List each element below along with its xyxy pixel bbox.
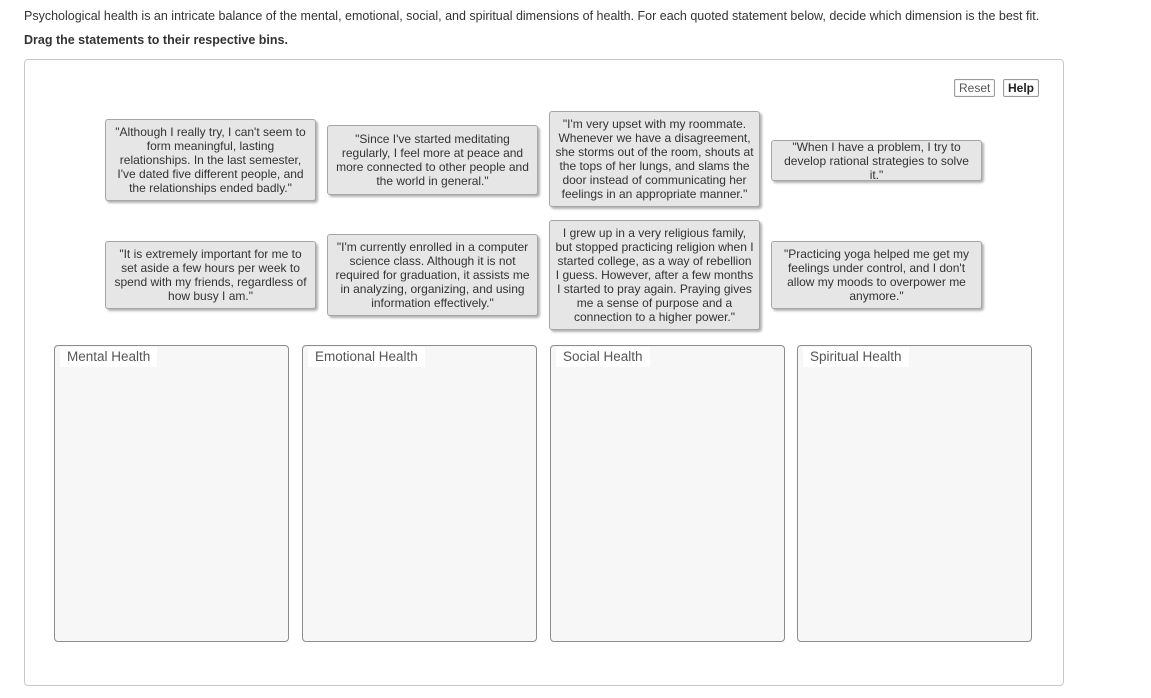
bin-mental-health[interactable]	[54, 345, 289, 642]
drag-drop-workspace	[24, 59, 1064, 686]
bin-emotional-health[interactable]	[302, 345, 537, 642]
instructions-text: Psychological health is an intricate balance of the mental, emotional, social, and spiritual dimensions of health. For each quoted statement below, decide which dimension is the best fit.	[24, 9, 1040, 23]
statement-card-meditating[interactable]: "Since I've started meditating regularly, I feel more at peace and more connected to other people and the world in general."	[327, 125, 538, 195]
statement-card-yoga[interactable]: "Practicing yoga helped me get my feelings under control, and I don't allow my moods to overpower me anymore."	[771, 241, 982, 309]
statement-card-relationships[interactable]: "Although I really try, I can't seem to form meaningful, lasting relationships. In the last semester, I've dated five different people, and the relationships ended badly."	[105, 119, 316, 201]
bin-social-health[interactable]	[550, 345, 785, 642]
statement-card-rational[interactable]: "When I have a problem, I try to develop rational strategies to solve it."	[771, 140, 982, 181]
drag-instruction: Drag the statements to their respective bins.	[24, 33, 288, 47]
bin-label: Emotional Health	[308, 347, 425, 367]
bin-spiritual-health[interactable]	[797, 345, 1032, 642]
statement-card-roommate[interactable]: "I'm very upset with my roommate. Whenever we have a disagreement, she storms out of the room, shouts at the tops of her lungs, and slams the door instead of communicating her feelings in an appropriate manner."	[549, 111, 760, 207]
statement-card-computer-science[interactable]: "I'm currently enrolled in a computer science class. Although it is not required for graduation, it assists me in analyzing, organizing, and using information effectively."	[327, 234, 538, 316]
reset-button[interactable]: Reset	[954, 79, 995, 97]
bin-label: Spiritual Health	[803, 347, 909, 367]
help-button[interactable]: Help	[1003, 79, 1039, 97]
bin-label: Mental Health	[60, 347, 157, 367]
statement-card-religion[interactable]: I grew up in a very religious family, but stopped practicing religion when I started college, as a way of rebellion I guess. However, after a few months I started to pray again. Praying gives me a sense of purpose and a connection to a higher power."	[549, 220, 760, 330]
bin-label: Social Health	[556, 347, 650, 367]
statement-card-friends[interactable]: "It is extremely important for me to set aside a few hours per week to spend with my friends, regardless of how busy I am."	[105, 241, 316, 309]
